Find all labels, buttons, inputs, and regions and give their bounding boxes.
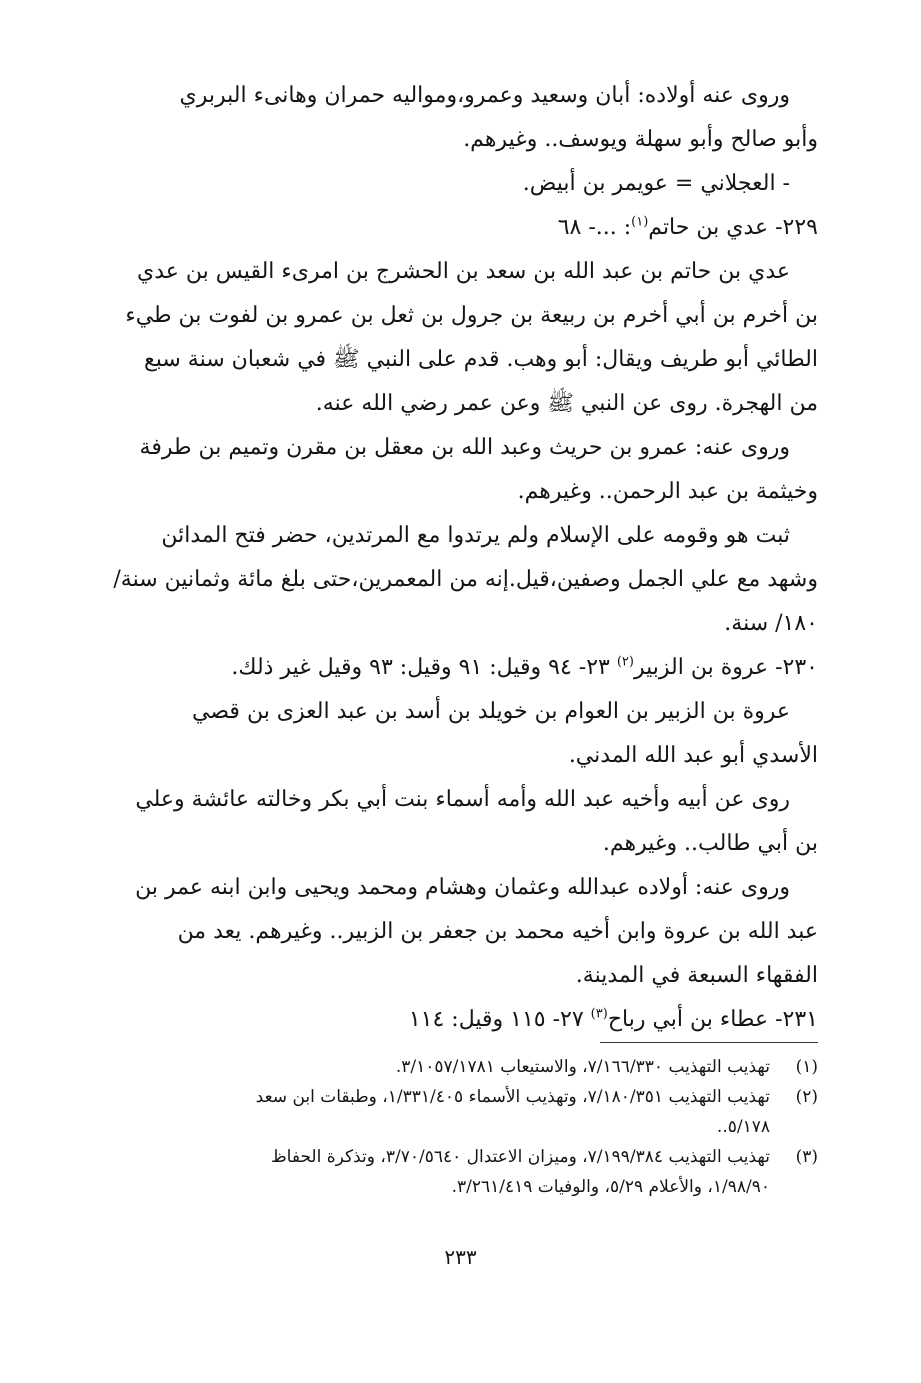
footnote-2 bbox=[108, 1082, 818, 1112]
footnote-text: تهذيب التهذيب ٧/١٩٩/٣٨٤، وميزان الاعتدال ٣/٧٠/٥٦٤٠، وتذكرة الحفاظ bbox=[270, 1147, 770, 1167]
entry-name: ٢٣١- عطاء بن أبي رباح bbox=[607, 1007, 818, 1032]
entry-dates: ٢٣- ٩٤ وقيل: ٩١ وقيل: ٩٣ وقيل غير ذلك. bbox=[231, 655, 617, 680]
footnote-text: تهذيب التهذيب ٧/١٦٦/٣٣٠، والاستيعاب ٣/١٠٥٧/١٧٨١. bbox=[395, 1057, 770, 1077]
footnote-number: (٣) bbox=[795, 1147, 818, 1167]
entry-heading-229 bbox=[108, 206, 818, 250]
footnote-text: تهذيب التهذيب ٧/١٨٠/٣٥١، وتهذيب الأسماء ١/٣٣١/٤٠٥، وطبقات ابن سعد bbox=[255, 1087, 770, 1107]
text-line: روى عن أبيه وأخيه عبد الله وأمه أسماء بنت أبي بكر وخالته عائشة وعلي bbox=[135, 787, 790, 812]
footnote-2-continued: ٥/١٧٨.. bbox=[716, 1117, 770, 1137]
entry-name: ٢٣٠- عروة بن الزبير bbox=[633, 655, 818, 680]
entry-heading-230 bbox=[108, 646, 818, 690]
text-line: من الهجرة. روى عن النبي ﷺ وعن عمر رضي الله عنه. bbox=[315, 391, 818, 416]
footnotes bbox=[108, 1052, 818, 1202]
text-line: وروى عنه أولاده: أبان وسعيد وعمرو،ومواليه حمران وهانىء البربري bbox=[179, 83, 790, 108]
footnote-number: (٢) bbox=[795, 1087, 818, 1107]
text-line: الفقهاء السبعة في المدينة. bbox=[575, 963, 818, 988]
page-body bbox=[108, 74, 818, 1042]
text-line: الأسدي أبو عبد الله المدني. bbox=[568, 743, 818, 768]
page-number: ٢٣٣ bbox=[444, 1245, 477, 1269]
footnote-marker: (٢) bbox=[616, 654, 634, 670]
text-line: الطائي أبو طريف ويقال: أبو وهب. قدم على النبي ﷺ في شعبان سنة سبع bbox=[144, 347, 818, 372]
footnote-marker: (١) bbox=[631, 214, 649, 230]
entry-dates: : ...- ٦٨ bbox=[557, 215, 632, 240]
cross-reference: - العجلاني = عويمر بن أبيض. bbox=[522, 171, 790, 196]
footnote-divider bbox=[600, 1042, 818, 1043]
text-line: عدي بن حاتم بن عبد الله بن سعد بن الحشرج بن امرىء القيس بن عدي bbox=[137, 259, 790, 284]
text-line: عبد الله بن عروة وابن أخيه محمد بن جعفر بن الزبير.. وغيرهم. يعد من bbox=[177, 919, 818, 944]
entry-dates: ٢٧- ١١٥ وقيل: ١١٤ bbox=[408, 1007, 591, 1032]
text-line: وروى عنه: أولاده عبدالله وعثمان وهشام ومحمد ويحيى وابن ابنه عمر بن bbox=[135, 875, 790, 900]
text-line: بن أبي طالب.. وغيرهم. bbox=[602, 831, 818, 856]
entry-heading-231 bbox=[108, 998, 818, 1042]
text-line: عروة بن الزبير بن العوام بن خويلد بن أسد بن عبد العزى بن قصي bbox=[192, 699, 790, 724]
text-line: وروى عنه: عمرو بن حريث وعبد الله بن معقل بن مقرن وتميم بن طرفة bbox=[139, 435, 790, 460]
footnote-number: (١) bbox=[795, 1057, 818, 1077]
text-line: وأبو صالح وأبو سهلة ويوسف.. وغيرهم. bbox=[463, 127, 818, 152]
text-line: بن أخرم بن أبي أخرم بن ربيعة بن جرول بن ثعل بن عمرو بن لفوت بن طيء bbox=[125, 303, 818, 328]
footnote-marker: (٣) bbox=[590, 1006, 608, 1022]
text-line: ثبت هو وقومه على الإسلام ولم يرتدوا مع المرتدين، حضر فتح المدائن bbox=[161, 523, 790, 548]
text-line: وشهد مع علي الجمل وصفين،قيل.إنه من المعمرين،حتى بلغ مائة وثمانين سنة/ bbox=[113, 567, 818, 592]
text-line: وخيثمة بن عبد الرحمن.. وغيرهم. bbox=[517, 479, 818, 504]
entry-name: ٢٢٩- عدي بن حاتم bbox=[648, 215, 818, 240]
footnote-3-continued: ١/٩٨/٩٠، والأعلام ٥/٢٩، والوفيات ٣/٢٦١/٤١٩. bbox=[451, 1177, 770, 1197]
text-line: ١٨٠/ سنة. bbox=[724, 611, 818, 636]
footnote-3 bbox=[108, 1142, 818, 1172]
footnote-1 bbox=[108, 1052, 818, 1082]
